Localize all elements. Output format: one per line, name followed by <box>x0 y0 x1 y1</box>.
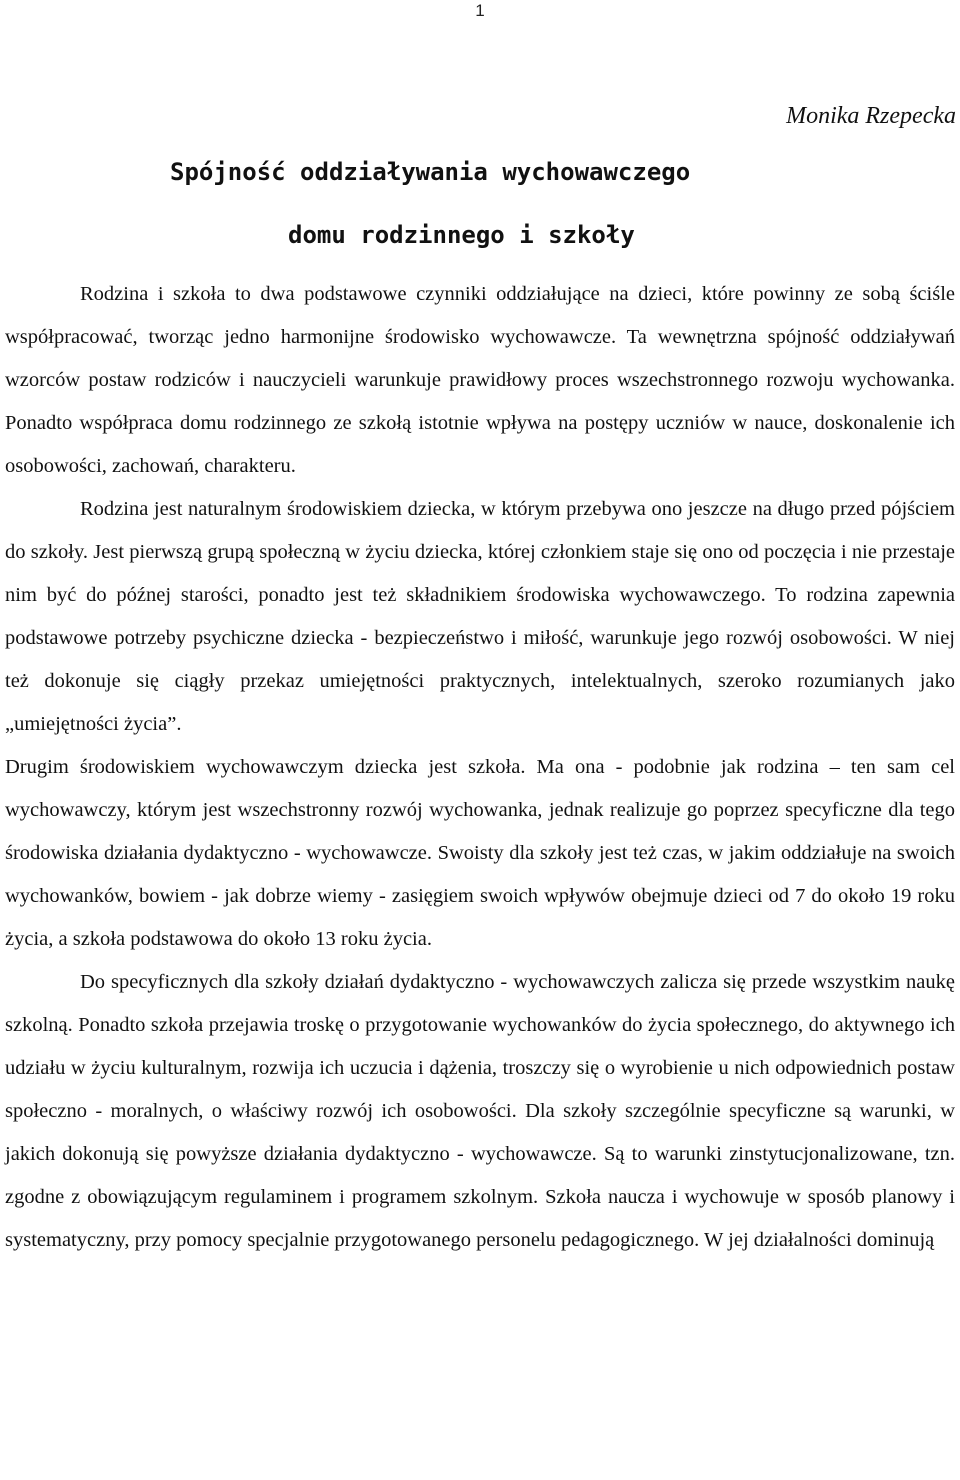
document-title-line-1: Spójność oddziaływania wychowawczego <box>170 158 691 186</box>
paragraph-3: Drugim środowiskiem wychowawczym dziecka jest szkoła. Ma ona - podobnie jak rodzina – ten sam cel wychowawczy, którym jest wszechstronny rozwój wychowanka, jednak realizuje go poprzez specyficzne dla tego środowiska działania dydaktyczno - wychowawcze. Swoisty dla szkoły jest też czas, w jakim oddziałuje na swoich wychowanków, bowiem - jak dobrze wiemy - zasięgiem swoich wpływów obejmuje dzieci od 7 do około 19 roku życia, a szkoła podstawowa do około 13 roku życia. <box>5 756 955 950</box>
paragraph-2: Rodzina jest naturalnym środowiskiem dziecka, w którym przebywa ono jeszcze na długo przed pójściem do szkoły. Jest pierwszą grupą społeczną w życiu dziecka, której członkiem staje się ono od poczęcia i nie przestaje nim być do późnej starości, ponadto jest też składnikiem środowiska wychowawczego. To rodzina zapewnia podstawowe potrzeby psychiczne dziecka - bezpieczeństwo i miłość, warunkuje jego rozwój osobowości. W niej też dokonuje się ciągły przekaz umiejętności praktycznych, intelektualnych, szeroko rozumianych jako „umiejętności życia”. <box>5 498 955 735</box>
document-body <box>5 273 955 1262</box>
paragraph-4: Do specyficznych dla szkoły działań dydaktyczno - wychowawczych zalicza się przede wszystkim naukę szkolną. Ponadto szkoła przejawia troskę o przygotowanie wychowanków do życia społecznego, do aktywnego ich udziału w życiu kulturalnym, rozwija ich uczucia i dążenia, troszczy się o wyrobienie u nich odpowiednich postaw społeczno - moralnych, o właściwy rozwój ich osobowości. Dla szkoły szczególnie specyficzne są warunki, w jakich dokonują się powyższe działania dydaktyczno - wychowawcze. Są to warunki zinstytucjonalizowane, tzn. zgodne z obowiązującym regulaminem i programem szkolnym. Szkoła naucza i wychowuje w sposób planowy i systematyczny, przy pomocy specjalnie przygotowanego personelu pedagogicznego. W jej działalności dominują <box>5 971 955 1251</box>
paragraph-1: Rodzina i szkoła to dwa podstawowe czynniki oddziałujące na dzieci, które powinny ze sobą ściśle współpracować, tworząc jedno harmonijne środowisko wychowawcze. Ta wewnętrzna spójność oddziaływań wzorców postaw rodziców i nauczycieli warunkuje prawidłowy proces wszechstronnego rozwoju wychowanka. Ponadto współpraca domu rodzinnego ze szkołą istotnie wpływa na postępy uczniów w nauce, doskonalenie ich osobowości, zachowań, charakteru. <box>5 283 955 477</box>
author-name: Monika Rzepecka <box>786 103 956 129</box>
page-number: 1 <box>475 1 485 20</box>
document-title-line-2: domu rodzinnego i szkoły <box>288 221 635 249</box>
